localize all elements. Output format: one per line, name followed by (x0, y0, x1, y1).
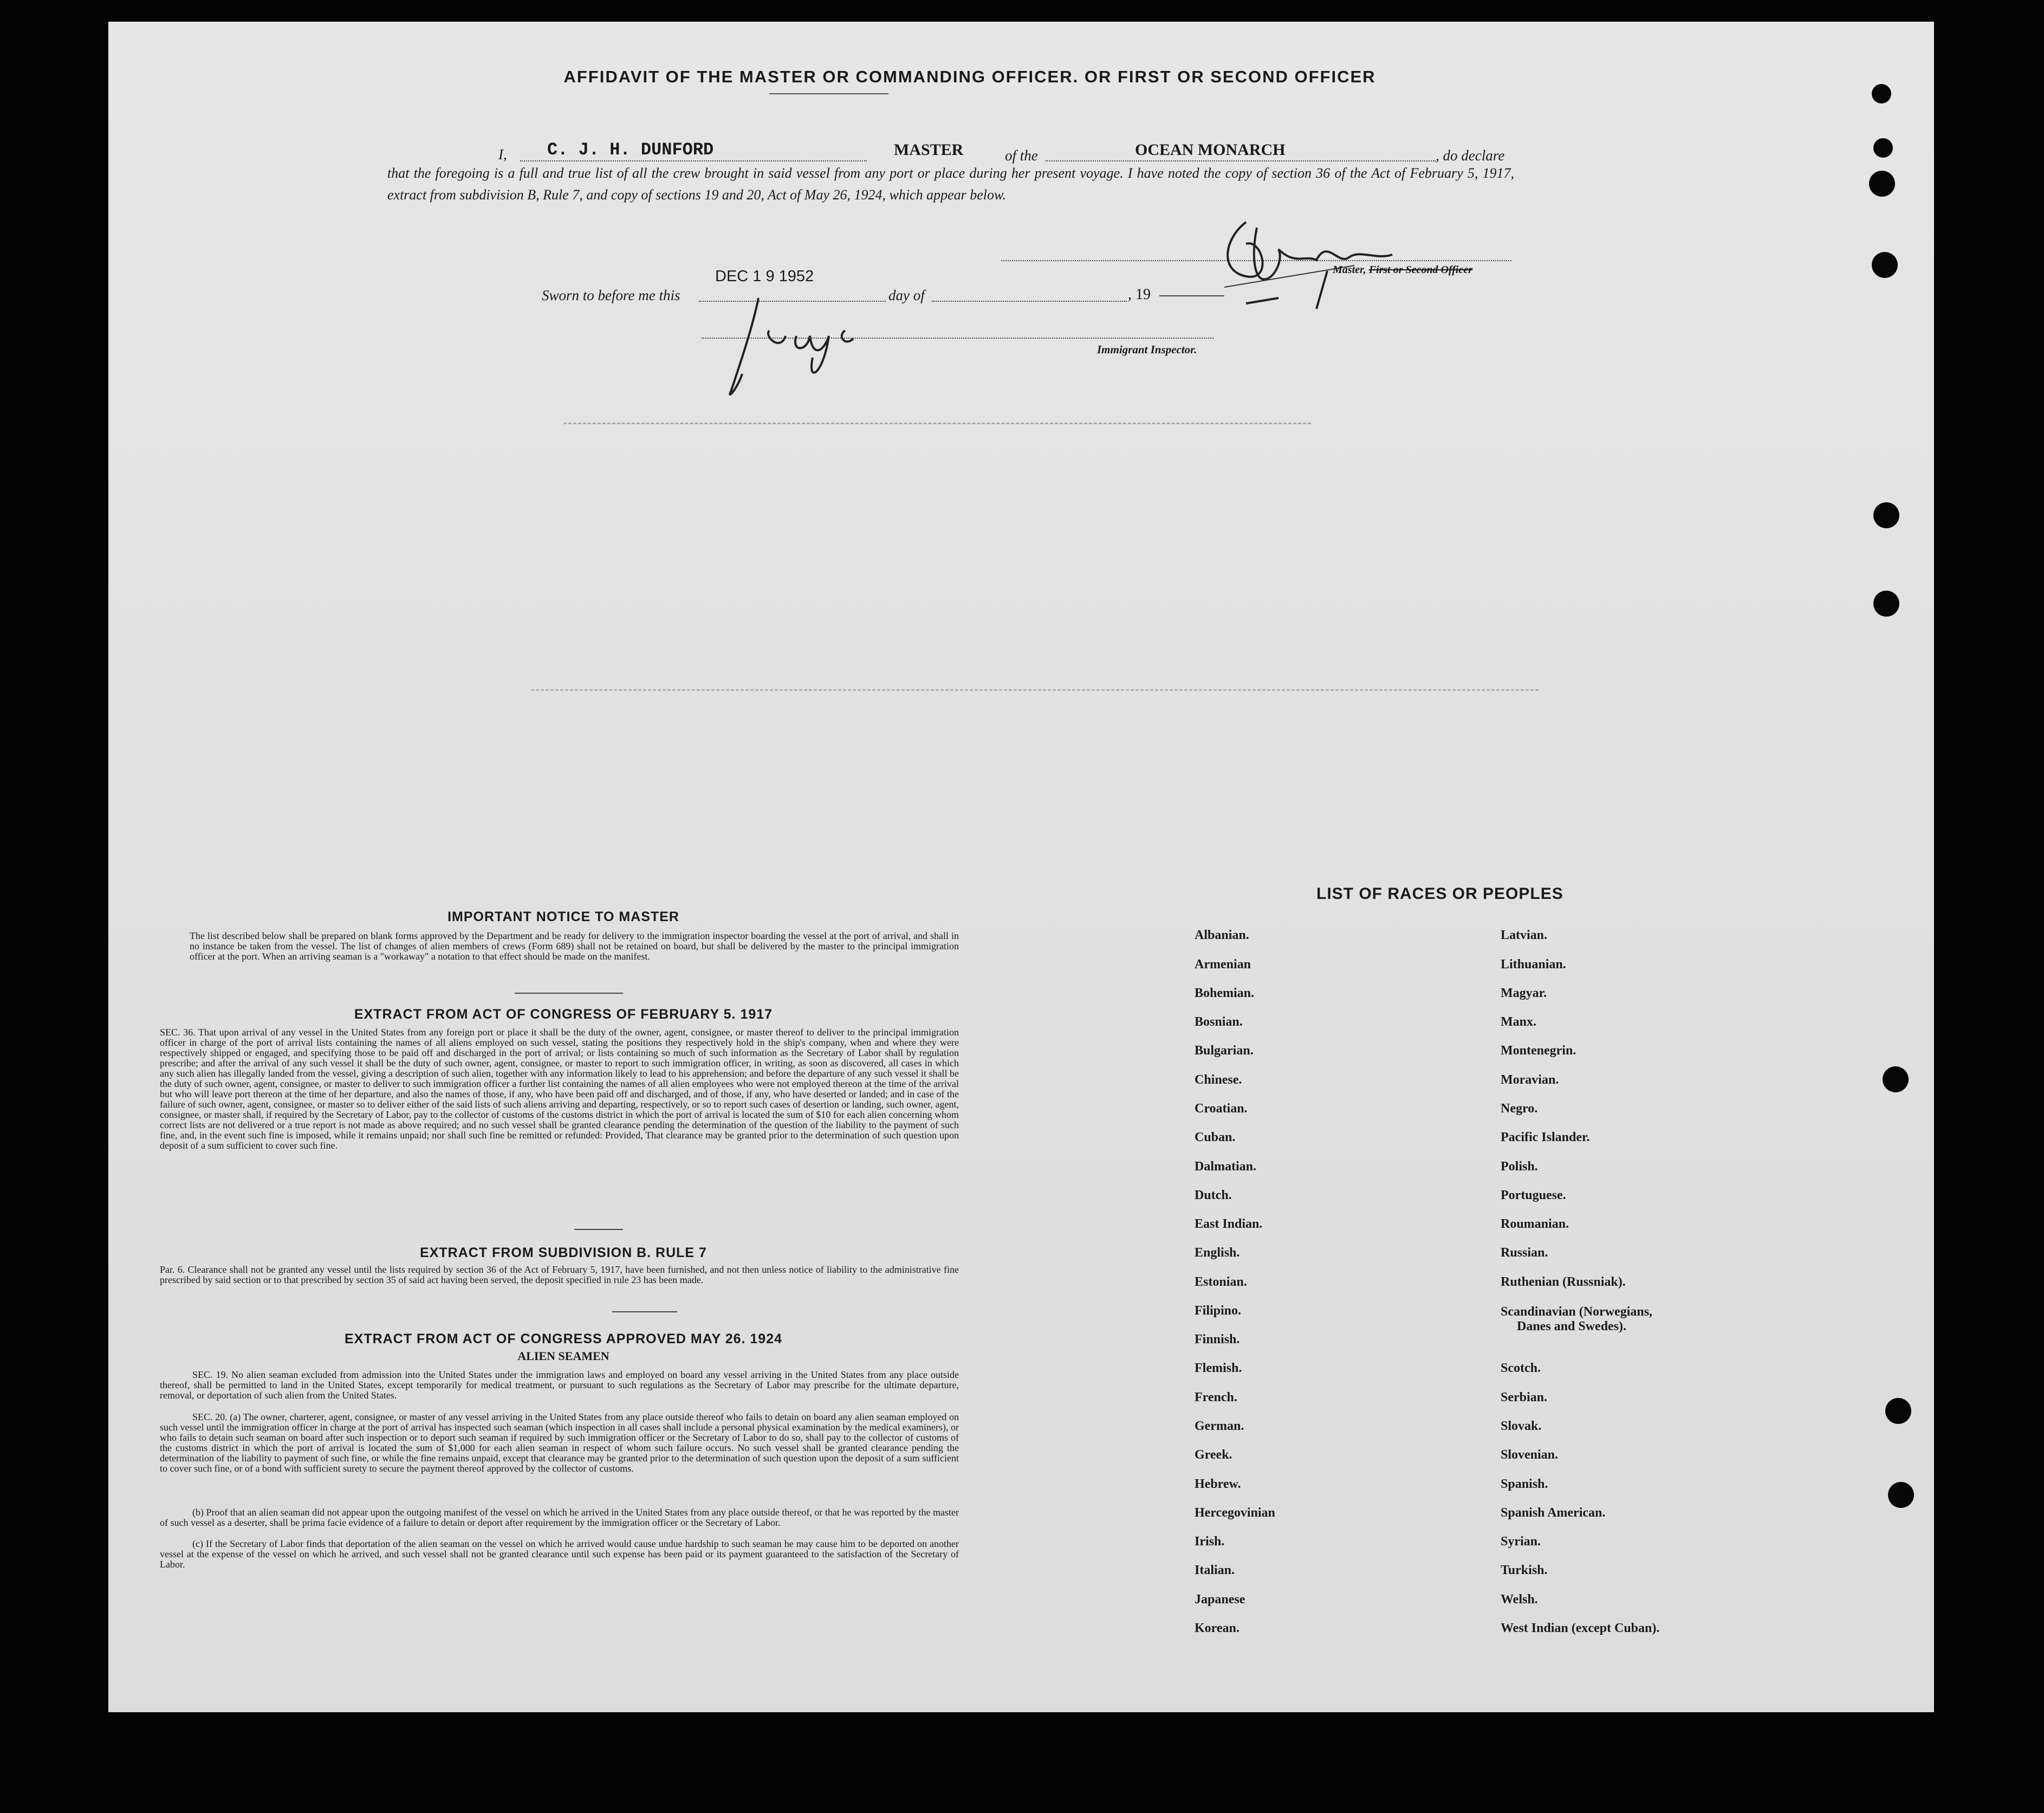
date-stamp: DEC 1 9 1952 (715, 268, 814, 285)
extract-1917-title: EXTRACT FROM ACT OF CONGRESS OF FEBRUARY 5. 1917 (354, 1007, 773, 1022)
races-title: LIST OF RACES OR PEOPLES (1316, 885, 1563, 903)
notice-text: The list described below shall be prepared on blank forms approved by the Department and be ready for delivery to the immigration inspector boarding the vessel at the port of arrival, and shall in no instance be taken from the vessel. The list of changes of alien members of crews (Form 689) shall not be retained on board, but shall be delivered by the master to the principal immigration officer at the port. When an arriving seaman is a "workaway" a notation to that effect should be made on the manifest. (190, 930, 959, 962)
vessel-name: OCEAN MONARCH (1135, 141, 1286, 159)
sec20b-text: (b) Proof that an alien seaman did not appear upon the outgoing manifest of the vessel on which he arrived in the United States from any place outside thereof, or that he was reported by the master of such vessel as a deserter, shall be prima facie evidence of a failure to detain or deport after requirement by the immigration officer or the Secretary of Labor. (160, 1507, 959, 1528)
race-left-item: French. (1195, 1390, 1237, 1404)
race-left-item: Japanese (1195, 1592, 1245, 1607)
race-left-item: Armenian (1195, 957, 1251, 972)
race-right-item: Syrian. (1501, 1534, 1541, 1549)
of-the-label: of the (1005, 147, 1038, 164)
race-left-item: Hercegovinian (1195, 1506, 1275, 1520)
punch-hole (1873, 591, 1899, 617)
race-left-item: Italian. (1195, 1563, 1235, 1577)
race-left-item: Bohemian. (1195, 986, 1255, 1000)
race-right-item: Latvian. (1501, 928, 1548, 942)
race-left-item: German. (1195, 1419, 1244, 1433)
race-right-item: Welsh. (1501, 1592, 1538, 1607)
inspector-line (702, 338, 1214, 339)
race-left-item: Flemish. (1195, 1361, 1242, 1375)
extract-1917-text: SEC. 36. That upon arrival of any vessel in the United States from any foreign port or place it shall be the duty of the owner, agent, consignee, or master thereof to deliver to the principal immigration officer in charge of the port of arrival lists containing the names of all aliens employed on such vessel, stating the positions they respectively hold in the ship's company, when and where they were respectively shipped or engaged, and specifying those to be paid off and discharged in the port of arrival; or lists containing so much of such information as the Secretary of Labor shall by regulation prescribe; and after the arrival of any such vessel it shall be the duty of such owner, agent, consignee, or master to report to such immigration officer, in writing, as soon as discovered, all cases in which any such alien has illegally landed from the vessel, giving a description of such alien, together with any information likely to lead to his apprehension; and before the departure of any such vessel it shall be the duty of such owner, agent, consignee, or master to deliver to such immigration officer a further list containing the names of all alien employees who were not employed thereon at the time of the arrival but who will leave port thereon at the time of her departure, and also the names of those, if any, who have been paid off and discharged, and of those, if any, who have deserted or landed; and in case of the failure of such owner, agent, consignee, or master so to deliver either of the said lists of such aliens arriving and departing, respectively, or so to report such cases of desertion or landing, such owner, agent, consignee, or master shall, if required by the Secretary of Labor, pay to the collector of customs of the customs district in which the port of arrival is located the sum of $10 for each alien concerning whom correct lists are not delivered or a true report is not made as above required; and no such vessel shall be granted clearance pending the determination of the question of the liability to the payment of such fine, and, in the event such fine is imposed, while it remains unpaid; nor shall such fine be remitted or refunded: Provided, That clearance may be granted prior to the determination of such question upon deposit of a sum sufficient to cover such fine. (160, 1027, 959, 1151)
punch-hole (1872, 84, 1891, 103)
race-right-item: Slovenian. (1501, 1448, 1559, 1462)
race-left-item: Irish. (1195, 1534, 1225, 1549)
subdivision-b-title: EXTRACT FROM SUBDIVISION B. RULE 7 (420, 1245, 707, 1260)
race-left-item: Albanian. (1195, 928, 1249, 942)
race-right-item: Polish. (1501, 1160, 1538, 1174)
extract-1924-subtitle: ALIEN SEAMEN (517, 1349, 609, 1363)
race-left-item: Greek. (1195, 1448, 1232, 1462)
punch-hole (1883, 1066, 1909, 1092)
year-prefix: , 19 (1128, 286, 1151, 303)
inspector-label: Immigrant Inspector. (1097, 343, 1197, 356)
sec20c-text: (c) If the Secretary of Labor finds that deportation of the alien seaman on the vessel on which he arrived would cause undue hardship to such seaman he may cause him to be deported on another vessel at the expense of the vessel on which he arrived, and such vessel shall not be granted clearance until such expense has been paid or its payment guaranteed to the satisfaction of the Secretary of Labor. (160, 1538, 959, 1570)
extract-1924-title: EXTRACT FROM ACT OF CONGRESS APPROVED MAY 26. 1924 (344, 1331, 783, 1346)
punch-hole (1872, 252, 1898, 278)
race-right-item: Montenegrin. (1501, 1044, 1576, 1058)
day-line (932, 301, 1127, 302)
race-right-item: Serbian. (1501, 1390, 1548, 1404)
sec20a-text: SEC. 20. (a) The owner, charterer, agent, consignee, or master of any vessel arriving in the United States from any place outside thereof who fails to detain on board any alien seaman employed on such vessel until the immigration officer in charge at the port of arrival has inspected such seaman (which inspection in all cases shall include a personal physical examination by the medical examiners), or who fails to detain such seaman on board after such inspection or to deport such seaman if required by such immigration officer or the Secretary of Labor to do so, shall pay to the collector of customs of the customs district in which the port of arrival is located the sum of $1,000 for each alien seaman in respect of whom such failure occurs. No such vessel shall be granted clearance pending the determination of the liability to payment of such fine, or while the fine remains unpaid, except that clearance may be granted prior to the determination of such question upon the deposit of a sum sufficient to cover such fine, or of a bond with sufficient surety to secure the payment thereof approved by the collector of customs. (160, 1411, 959, 1474)
race-left-item: Bulgarian. (1195, 1044, 1254, 1058)
punch-hole (1869, 171, 1895, 197)
race-left-item: English. (1195, 1246, 1240, 1260)
race-right-item: Lithuanian. (1501, 957, 1566, 972)
sec19-text: SEC. 19. No alien seaman excluded from admission into the United States under the immigration laws and employed on board any vessel arriving in the United States from any place outside thereof, shall be permitted to land in the United States, except temporarily for medical treatment, or pursuant to such regulations as the Secretary of Labor may prescribe for the ultimate departure, removal, or deportation of such alien from the United States. (160, 1369, 959, 1401)
punch-hole (1873, 138, 1893, 158)
race-left-item: Finnish. (1195, 1332, 1240, 1346)
affidavit-title: AFFIDAVIT OF THE MASTER OR COMMANDING OFFICER. OR FIRST OR SECOND OFFICER (563, 67, 1376, 86)
master-name: C. J. H. DUNFORD (547, 140, 714, 160)
sworn-label: Sworn to before me this (542, 287, 680, 303)
race-left-item: Chinese. (1195, 1073, 1242, 1087)
race-right-item: Roumanian. (1501, 1217, 1569, 1231)
race-right-item: Ruthenian (Russniak). (1501, 1275, 1626, 1289)
day-of-label: day of (888, 287, 925, 303)
race-left-item: Bosnian. (1195, 1015, 1243, 1029)
punch-hole (1888, 1482, 1914, 1508)
divider (574, 1229, 623, 1230)
race-right-item: Slovak. (1501, 1419, 1542, 1433)
race-right-item: Moravian. (1501, 1073, 1559, 1087)
year-dash (1159, 295, 1224, 296)
race-right-item: Russian. (1501, 1246, 1548, 1260)
punch-hole (1885, 1398, 1911, 1424)
struck-caption: First or Second Officer (1368, 264, 1472, 276)
do-declare-label: , do declare (1436, 147, 1505, 164)
faint-mark (531, 689, 1539, 691)
signature-caption (1333, 264, 1472, 276)
inspector-signature (721, 293, 899, 401)
i-label: I, (498, 146, 507, 163)
race-right-item: Portuguese. (1501, 1188, 1566, 1202)
race-right-item: Negro. (1501, 1102, 1538, 1116)
master-signature (1214, 206, 1419, 314)
race-right-item: Pacific Islander. (1501, 1130, 1590, 1144)
race-left-item: Filipino. (1195, 1304, 1242, 1318)
race-right-item: Turkish. (1501, 1563, 1548, 1577)
race-right-item: Spanish. (1501, 1477, 1548, 1491)
race-left-item: East Indian. (1195, 1217, 1263, 1231)
race-right-item: Magyar. (1501, 986, 1547, 1000)
divider (612, 1311, 677, 1312)
race-right-item: Scotch. (1501, 1361, 1541, 1375)
divider (515, 993, 623, 994)
punch-hole (1873, 502, 1899, 528)
race-right-item: Spanish American. (1501, 1506, 1606, 1520)
race-left-item: Korean. (1195, 1621, 1240, 1635)
title-underline (769, 93, 888, 94)
master-caption: Master, (1333, 264, 1366, 276)
race-right-item: Manx. (1501, 1015, 1536, 1029)
race-left-item: Croatian. (1195, 1102, 1248, 1116)
race-left-item: Dalmatian. (1195, 1160, 1256, 1174)
race-left-item: Estonian. (1195, 1275, 1247, 1289)
race-left-item: Dutch. (1195, 1188, 1232, 1202)
name-line (520, 160, 867, 161)
race-right-item: West Indian (except Cuban). (1501, 1621, 1660, 1635)
race-left-item: Cuban. (1195, 1130, 1236, 1144)
vessel-line (1046, 160, 1436, 161)
race-right-item: Danes and Swedes). (1517, 1319, 1627, 1333)
race-right-item: Scandinavian (Norwegians, (1501, 1305, 1653, 1319)
affidavit-paragraph: that the foregoing is a full and true list of all the crew brought in said vessel from any port or place during her present voyage. I have noted the copy of section 36 of the Act of February 5, 1917, extract from subdivision B, Rule 7, and copy of sections 19 and 20, Act of May 26, 1924, which appear below. (387, 165, 1514, 203)
notice-title: IMPORTANT NOTICE TO MASTER (447, 909, 679, 924)
faint-mark (563, 423, 1311, 424)
rank-value: MASTER (894, 141, 964, 159)
subdivision-b-text: Par. 6. Clearance shall not be granted any vessel until the lists required by section 36 of the Act of February 5, 1917, have been furnished, and not then unless notice of liability to the administrative fine prescribed by said section or to that prescribed by section 35 of said act having been served, the deposit specified in rule 23 has been made. (160, 1264, 959, 1285)
race-left-item: Hebrew. (1195, 1477, 1241, 1491)
